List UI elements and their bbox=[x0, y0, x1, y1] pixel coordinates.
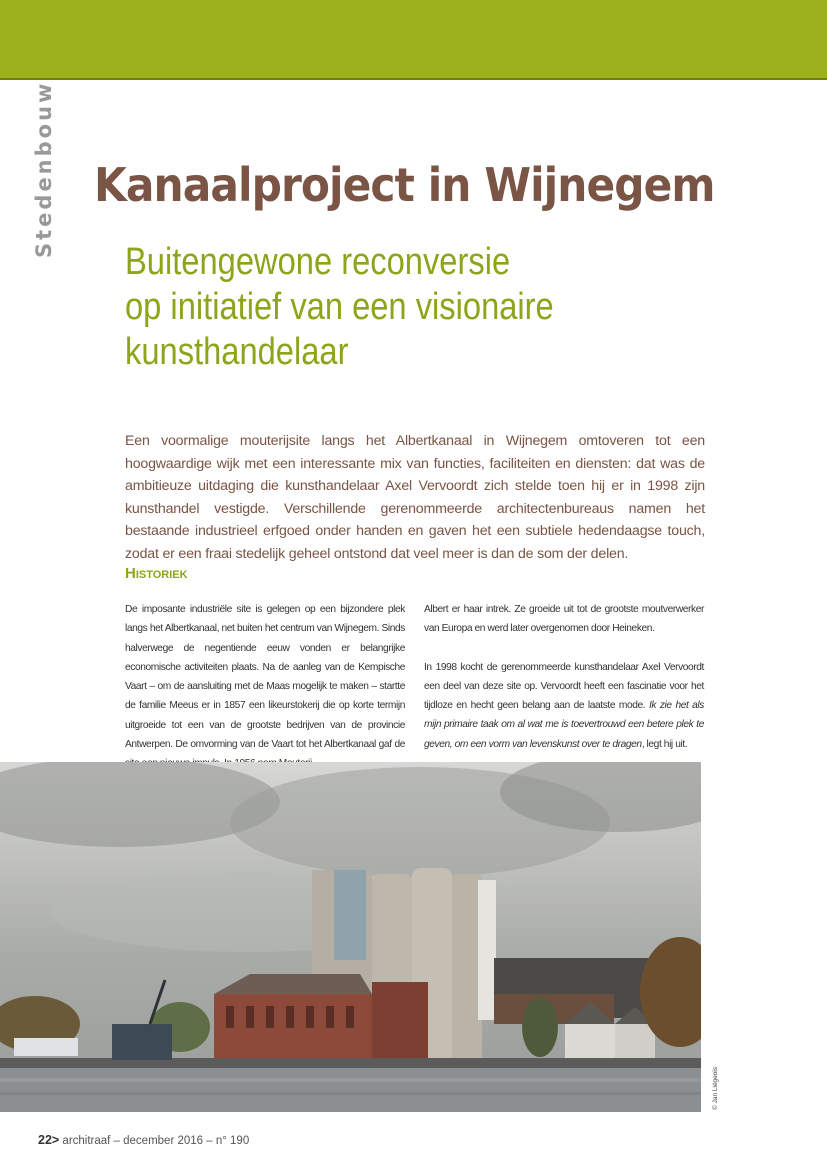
article-subtitle bbox=[125, 240, 685, 375]
article-photo bbox=[0, 762, 701, 1112]
article-title: Kanaalproject in Wijnegem bbox=[94, 158, 715, 212]
body-text: , legt hij uit. bbox=[641, 738, 688, 750]
page-number: 22> bbox=[38, 1133, 60, 1147]
body-column-right bbox=[424, 600, 704, 773]
body-text: In 1998 kocht de gerenommeerde kunsthandelaar Axel Vervoordt een deel van deze site op. Vervoordt heeft een fascinatie voor het tijdloze en hecht geen belang aan de laatste mode. bbox=[424, 661, 704, 712]
section-heading-historiek: Historiek bbox=[125, 565, 188, 582]
lead-paragraph: Een voormalige mouterijsite langs het Albertkanaal in Wijnegem omtoveren tot een hoogwaardige wijk met een interessante mix van functies, faciliteiten en diensten: dat was de ambitieuze uitdaging die kunsthandelaar Axel Vervoordt zich stelde toen hij er in 1998 zijn kunsthandel vestigde. Verschillende gerenommeerde architectenbureaus namen het bestaande industrieel erfgoed onder handen en gaven het een subtiele hedendaagse touch, zodat er een fraai stedelijk geheel ontstond dat veel meer is dan de som der delen. bbox=[125, 433, 705, 562]
subtitle-line: op initiatief van een visionaire bbox=[125, 286, 554, 328]
quote-text: Ik zie het als mijn primaire taak om al wat me is toevertrouwd een betere plek te geven, om een vorm van levenskunst over te dragen bbox=[424, 700, 704, 750]
section-label: Stedenbouw bbox=[32, 80, 56, 258]
subtitle-line: Buitengewone reconversie bbox=[125, 241, 511, 283]
subtitle-line: kunsthandelaar bbox=[125, 331, 349, 373]
body-paragraph bbox=[424, 658, 704, 754]
photo-credit: © Jan Liégeois bbox=[712, 1066, 719, 1110]
magazine-info: architraaf – december 2016 – n° 190 bbox=[62, 1135, 250, 1147]
header-color-band bbox=[0, 0, 827, 80]
body-paragraph: De imposante industriële site is gelegen op een bijzondere plek langs het Albertkanaal, net buiten het centrum van Wijnegem. Sinds halverwege de negentiende eeuw vonden er belangrijke economische activiteiten plaats. Na de aanleg van de Kempische Vaart – om de aansluiting met de Maas mogelijk te maken – startte de familie Meeus er in 1857 een likeurstokerij die op korte termijn uitgroeide tot een van de grootste bedrijven van de provincie Antwerpen. De omvorming van de Vaart tot het Albertkanaal gaf de bbox=[125, 604, 405, 751]
page-footer bbox=[38, 1133, 249, 1147]
body-paragraph: Albert er haar intrek. Ze groeide uit tot de grootste moutverwerker van Europa en werd later overgenomen door Heineken. bbox=[424, 604, 704, 635]
photo-illustration bbox=[0, 762, 701, 1112]
